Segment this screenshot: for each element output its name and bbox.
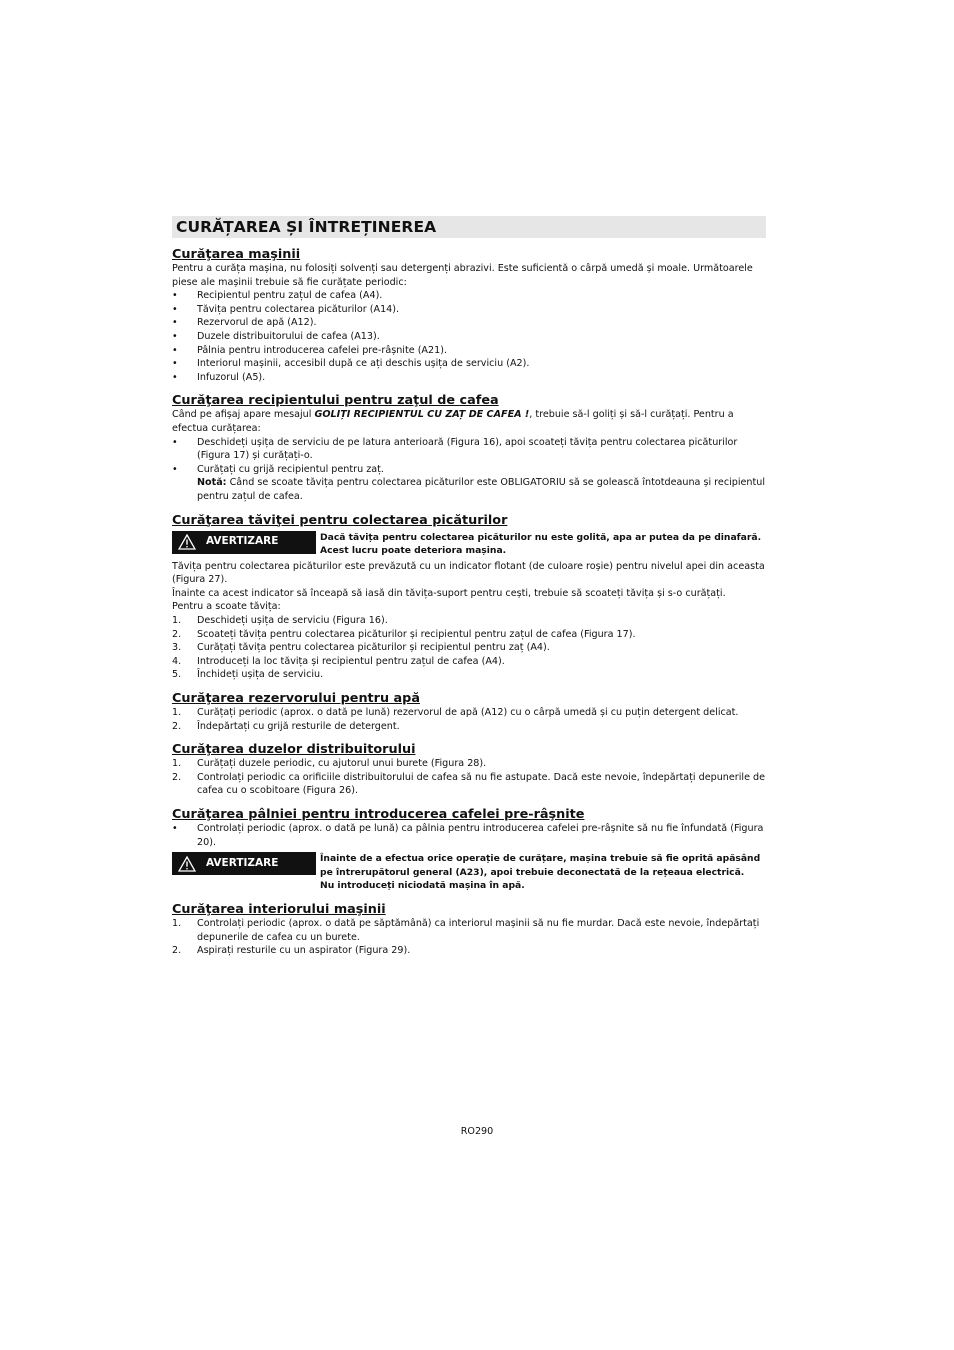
step-number: 2. — [172, 628, 182, 640]
section-cleaning-water-tank — [172, 691, 766, 733]
paragraph: Înainte ca acest indicator să înceapă să iasă din tăvița-suport pentru cești, trebuie să scoateți tăvița și s-o curățați. — [172, 587, 726, 599]
list-item: 3. Curățați tăvița pentru colectarea picăturilor și recipientul pentru zaț (A4). — [172, 642, 550, 654]
bullet-marker: • — [172, 344, 178, 356]
section-cleaning-machine — [172, 247, 766, 384]
bullet-marker: • — [172, 436, 178, 448]
paragraph: Tăvița pentru colectarea picăturilor este prevăzută cu un indicator flotant (de culoare roșie) pentru nivelul apei din aceasta (Figura 27). — [172, 560, 765, 586]
step-number: 1. — [172, 917, 182, 929]
paragraph: Când pe afișaj apare mesajul GOLIȚI RECIPIENTUL CU ZAȚ DE CAFEA !, trebuie să-l goliți și să-l curățați. Pentru a efectua curățarea: — [172, 409, 734, 434]
list-item: 1. Curățați duzele periodic, cu ajutorul unui burete (Figura 28). — [172, 758, 487, 770]
numbered-list — [172, 706, 766, 733]
bullet-list — [172, 436, 766, 504]
list-item: 1. Controlați periodic (aprox. o dată pe săptămână) ca interiorul mașinii să nu fie murdar. Dacă este nevoie, îndepărtați depunerile de cafea cu un burete. — [172, 917, 760, 943]
paragraph: Pentru a curăța mașina, nu folosiți solvenți sau detergenți abrazivi. Este suficientă o cârpă umedă și moale. Următoarele piese ale mașinii trebuie să fie curățate periodic: — [172, 263, 753, 288]
section-heading: Curăţarea recipientului pentru zaţul de cafea — [172, 393, 499, 409]
list-item: • Curățați cu grijă recipientul pentru zaț. Notă: Când se scoate tăvița pentru colectarea picăturilor este OBLIGATORIU să se golească întotdeauna și recipientul pentru zațul de cafea. — [172, 463, 765, 502]
section-heading: Curăţarea tăviţei pentru colectarea picăturilor — [172, 512, 508, 528]
section-cleaning-grounds-container — [172, 393, 766, 503]
section-heading: Curăţarea maşinii — [172, 247, 301, 262]
list-item: • Rezervorul de apă (A12). — [172, 317, 317, 329]
numbered-list — [172, 917, 766, 958]
warning-triangle-icon — [178, 534, 196, 550]
list-item: 2. Scoateți tăvița pentru colectarea picăturilor și recipientul pentru zațul de cafea (Figura 17). — [172, 628, 636, 640]
list-item: 2. Aspirați resturile cu un aspirator (Figura 29). — [172, 945, 411, 957]
step-number: 1. — [172, 758, 182, 770]
note-text: Când se scoate tăvița pentru colectarea picăturilor este OBLIGATORIU să se golească întotdeauna și recipientul pentru zațul de cafea. — [197, 477, 765, 502]
list-item: 5. Închideți ușița de serviciu. — [172, 669, 324, 681]
list-item: 2. Controlați periodic ca orificiile distribuitorului de cafea să nu fie astupate. Dacă este nevoie, îndepărtați depunerile de cafea cu o scobitoare (Figura 26). — [172, 771, 766, 797]
bullet-marker: • — [172, 358, 178, 370]
bullet-list — [172, 822, 766, 849]
list-item: • Infuzorul (A5). — [172, 371, 266, 383]
step-number: 1. — [172, 707, 182, 719]
warning-label: AVERTIZARE — [206, 535, 279, 548]
list-item: 4. Introduceți la loc tăvița și recipientul pentru zațul de cafea (A4). — [172, 655, 505, 667]
bullet-marker: • — [172, 463, 178, 475]
warning-badge — [172, 531, 316, 554]
warning-badge — [172, 852, 316, 875]
section-cleaning-spouts — [172, 742, 766, 798]
bullet-marker: • — [172, 290, 178, 302]
warning-text: Dacă tăvița pentru colectarea picăturilor nu este golită, apa ar putea da pe dinafară. Acest lucru poate deteriora mașina. — [320, 531, 762, 557]
list-item: 1. Curățați periodic (aprox. o dată pe lună) rezervorul de apă (A12) cu o cârpă umedă și cu puțin detergent delicat. — [172, 707, 739, 719]
warning-label: AVERTIZARE — [206, 856, 279, 869]
warning-text: Înainte de a efectua orice operație de curățare, mașina trebuie să fie oprită apăsând pe întrerupătorul general (A23), apoi trebuie deconectată de la rețeaua electrică. Nu introduceți niciodată mașina în apă. — [320, 853, 761, 892]
bullet-list — [172, 289, 766, 384]
warning-triangle-icon — [178, 856, 196, 872]
step-number: 2. — [172, 771, 182, 783]
bullet-marker: • — [172, 317, 178, 329]
section-cleaning-drip-tray — [172, 513, 766, 683]
bullet-marker: • — [172, 303, 178, 315]
section-cleaning-funnel — [172, 807, 766, 893]
bullet-marker: • — [172, 371, 178, 383]
section-heading: Curăţarea duzelor distribuitorului — [172, 742, 416, 758]
step-number: 1. — [172, 615, 182, 627]
bullet-marker: • — [172, 823, 178, 834]
step-number: 4. — [172, 655, 182, 667]
section-heading: Curăţarea pâlniei pentru introducerea cafelei pre-râşnite — [172, 807, 585, 822]
list-item: 2. Îndepărtați cu grijă resturile de detergent. — [172, 720, 400, 732]
list-item: • Interiorul mașinii, accesibil după ce ați deschis ușița de serviciu (A2). — [172, 358, 530, 370]
section-heading: Curăţarea rezervorului pentru apă — [172, 691, 420, 707]
list-item: • Pâlnia pentru introducerea cafelei pre-râșnite (A21). — [172, 344, 447, 356]
list-item: • Tăvița pentru colectarea picăturilor (A14). — [172, 303, 400, 315]
step-number: 5. — [172, 669, 182, 681]
step-number: 2. — [172, 945, 182, 957]
list-item: 1. Deschideți ușița de serviciu (Figura 16). — [172, 615, 388, 627]
display-message: GOLIȚI RECIPIENTUL CU ZAȚ DE CAFEA ! — [314, 409, 530, 421]
numbered-list — [172, 614, 766, 682]
list-item: • Deschideți ușița de serviciu de pe latura anterioară (Figura 16), apoi scoateți tăvița pentru colectarea picăturilor (Figura 17) și curățați-o. — [172, 436, 738, 462]
page-title: CURĂȚAREA ȘI ÎNTREȚINEREA — [172, 216, 766, 238]
list-item: • Duzele distribuitorului de cafea (A13). — [172, 330, 380, 342]
bullet-marker: • — [172, 330, 178, 342]
note-label: Notă: — [197, 477, 227, 489]
section-heading: Curăţarea interiorului maşinii — [172, 901, 386, 917]
step-number: 3. — [172, 642, 182, 654]
page-content — [172, 216, 766, 958]
section-cleaning-interior — [172, 902, 766, 958]
list-item: • Controlați periodic (aprox. o dată pe lună) ca pâlnia pentru introducerea cafelei pre-râșnite să nu fie înfundată (Figura 20). — [172, 823, 764, 848]
step-number: 2. — [172, 720, 182, 732]
warning-box — [172, 531, 766, 558]
page-number: RO290 — [460, 1126, 494, 1137]
list-item: • Recipientul pentru zațul de cafea (A4). — [172, 290, 383, 302]
warning-box — [172, 852, 766, 893]
numbered-list — [172, 757, 766, 798]
paragraph: Pentru a scoate tăvița: — [172, 601, 281, 613]
